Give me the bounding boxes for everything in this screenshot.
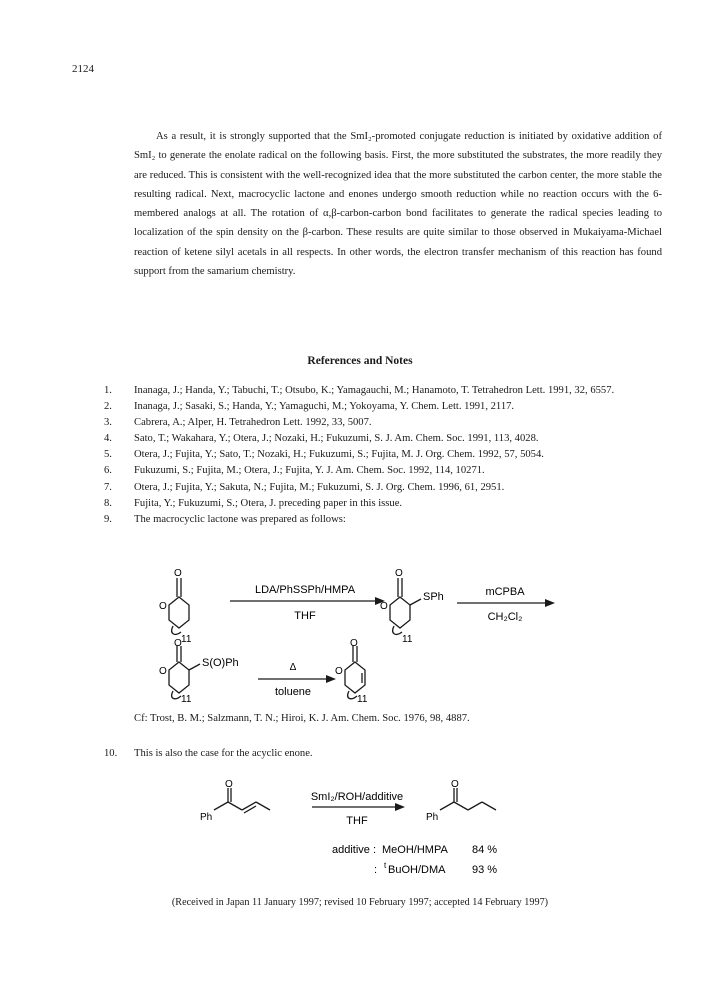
- reference-number: 10.: [104, 748, 118, 759]
- solvent-label: THF: [346, 815, 368, 827]
- body-paragraph: [134, 127, 662, 281]
- paragraph-text: As a result, it is strongly supported that the SmI₂-promoted conjugate reduction is initiated by oxidative addition of SmI₂ to generate the enolate radical on the following basis. First, the more substituted the substrates, the more readily they are reduced. This is consistent with the well-recognized idea that the more substituted the carbon center, the more stable the resulting radical. Next, macrocyclic lactone and enones undergo smooth reduction while no reaction occurs with the 6-membered analogs at all. The rotation of α,β-carbon-carbon bond facilitates to generate the radical species leading to localization of the spin density on the β-carbon. These results are quite similar to those observed in Mukaiyama-Michael reaction of ketene silyl acetals in all respects. In other words, the electron transfer mechanism of this reaction has found support from the samarium chemistry.: [134, 131, 662, 278]
- ring-size-label: 11: [357, 694, 368, 702]
- reference-text: Cabrera, A.; Alper, H. Tetrahedron Lett. 1992, 33, 5007.: [134, 417, 372, 429]
- heat-label: Δ: [289, 662, 297, 673]
- received-dates: (Received in Japan 11 January 1997; revised 10 February 1997; accepted 14 February 1997): [171, 897, 549, 908]
- additive-2: BuOH/DMA: [388, 864, 446, 876]
- references-heading: References and Notes: [307, 355, 413, 367]
- reference-item: [104, 447, 664, 463]
- ring-size-label: 11: [181, 634, 192, 645]
- ketone-product-structure: [440, 788, 496, 810]
- reagent-label: mCPBA: [485, 586, 525, 598]
- solvent-label: toluene: [274, 686, 312, 698]
- reagent-label: LDA/PhSSPh/HMPA: [254, 584, 356, 596]
- reference-text: Otera, J.; Fujita, Y.; Sato, T.; Nozaki, H.; Fukuzumi, S.; Fujita, M. J. Org. Chem. 1992, 57, 5054.: [134, 449, 544, 461]
- reference-item: [104, 399, 664, 415]
- yield-2: 93 %: [472, 864, 498, 876]
- page-number: 2124: [72, 63, 94, 75]
- ring-oxygen: O: [335, 666, 343, 677]
- cf-note: Cf: Trost, B. M.; Salzmann, T. N.; Hiroi, K. J. Am. Chem. Soc. 1976, 98, 4887.: [134, 713, 470, 724]
- reference-item: [104, 383, 664, 399]
- carbonyl-oxygen: O: [174, 568, 182, 579]
- phenyl-label: Ph: [426, 812, 439, 823]
- reagent-label: SmI₂/ROH/additive: [310, 791, 404, 803]
- sulfide-lactone-structure: [390, 578, 421, 634]
- additive-2-prefix: :: [374, 864, 378, 876]
- reference-text: Fukuzumi, S.; Fujita, M.; Otera, J.; Fujita, Y. J. Am. Chem. Soc. 1992, 114, 10271.: [134, 465, 485, 477]
- arrowhead: [545, 599, 555, 607]
- ring-size-label: 11: [402, 634, 413, 645]
- reference-text: Otera, J.; Fujita, Y.; Sakuta, N.; Fujita, M.; Fukuzumi, S. J. Org. Chem. 1996, 61, 2951.: [134, 481, 505, 493]
- reference-number: 8.: [104, 497, 112, 509]
- reference-number: 6.: [104, 465, 112, 477]
- reference-number: 7.: [104, 481, 112, 493]
- reference-text: This is also the case for the acyclic enone.: [134, 748, 313, 759]
- reference-number: 2.: [104, 401, 112, 413]
- reference-number: 1.: [104, 385, 112, 396]
- reference-text: Fujita, Y.; Fukuzumi, S.; Otera, J. preceding paper in this issue.: [134, 497, 403, 509]
- lactone-synthesis-scheme: [155, 562, 565, 702]
- reference-item: [104, 431, 664, 447]
- carbonyl-oxygen: O: [395, 568, 403, 579]
- reference-number: 5.: [104, 449, 112, 461]
- ring-oxygen: O: [159, 666, 167, 677]
- reference-item: [104, 512, 664, 528]
- reference-item: [104, 496, 664, 512]
- sulfoxide-lactone-structure: [169, 646, 200, 699]
- reference-text: Inanaga, J.; Sasaki, S.; Handa, Y.; Yamaguchi, M.; Yokoyama, Y. Chem. Lett. 1991, 2117.: [134, 401, 515, 413]
- additive-1: MeOH/HMPA: [382, 844, 448, 856]
- carbonyl-oxygen: O: [174, 638, 182, 649]
- reference-item: [104, 480, 664, 496]
- reference-number: 9.: [104, 513, 112, 525]
- phenyl-label: Ph: [200, 812, 213, 823]
- reference-item: [104, 463, 664, 479]
- unsaturated-lactone-structure: [345, 646, 365, 699]
- carbonyl-oxygen: O: [451, 780, 459, 790]
- additive-label: additive :: [332, 844, 377, 856]
- reference-number: 3.: [104, 417, 112, 429]
- solvent-label: THF: [294, 610, 316, 622]
- reference-text: The macrocyclic lactone was prepared as follows:: [134, 513, 346, 525]
- sph-group: SPh: [423, 591, 444, 603]
- enone-reduction-scheme: [200, 780, 540, 890]
- enone-structure: [214, 788, 270, 813]
- ring-oxygen: O: [380, 601, 388, 612]
- yield-1: 84 %: [472, 844, 498, 856]
- reference-number: 4.: [104, 433, 112, 445]
- reference-item: [104, 415, 664, 431]
- reference-text: Inanaga, J.; Handa, Y.; Tabuchi, T.; Otsubo, K.; Yamagauchi, M.; Hanamoto, T. Tetrahedron Lett. 1991, 32, 6557.: [134, 385, 615, 396]
- starting-lactone-structure: [169, 578, 189, 634]
- reference-text: Sato, T.; Wakahara, Y.; Otera, J.; Nozaki, H.; Fukuzumi, S. J. Am. Chem. Soc. 1991, 113, 4028.: [134, 433, 539, 445]
- ring-size-label: 11: [181, 694, 192, 702]
- carbonyl-oxygen: O: [350, 638, 358, 649]
- solvent-label: CH₂Cl₂: [487, 611, 523, 623]
- soph-group: S(O)Ph: [202, 657, 239, 669]
- reference-list: [104, 383, 664, 528]
- carbonyl-oxygen: O: [225, 780, 233, 790]
- ring-oxygen: O: [159, 601, 167, 612]
- arrowhead: [395, 803, 405, 811]
- additive-2-superscript: t: [384, 861, 387, 870]
